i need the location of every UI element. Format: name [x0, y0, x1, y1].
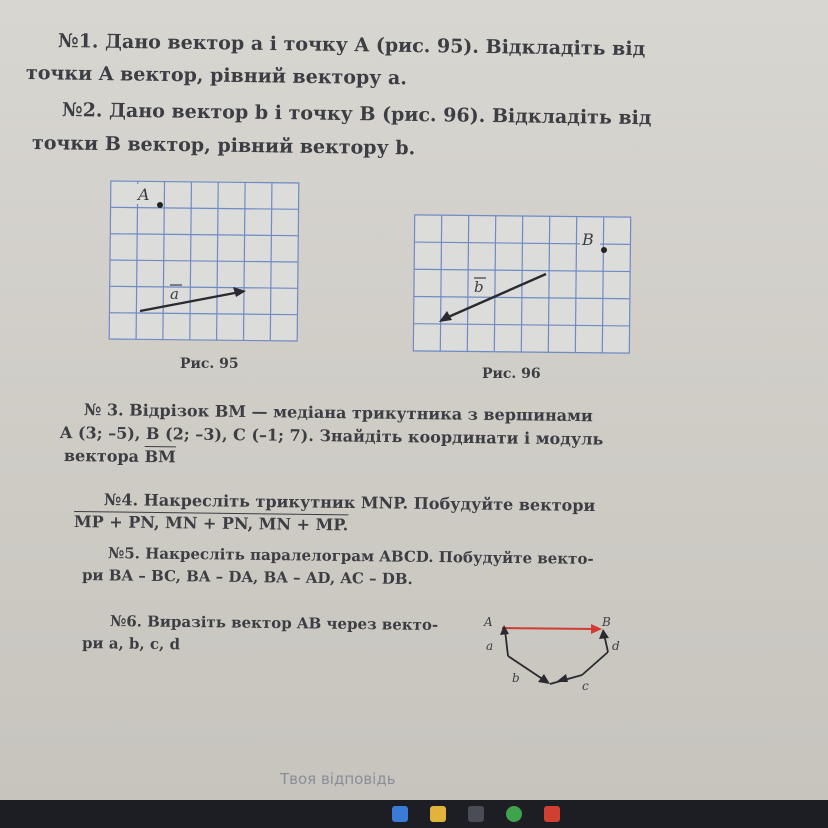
task2-line1: №2. Дано вектор b і точку B (рис. 96). Відкладіть від	[61, 99, 652, 130]
fig6-label-b-point: B	[602, 615, 611, 629]
task4-line2: MP + PN, MN + PN, MN + MP.	[73, 512, 349, 535]
figure-95	[100, 178, 306, 346]
task3-line2: A (3; –5), B (2; –3), C (–1; 7). Знайдіть координати і модуль	[59, 423, 604, 449]
task1-line1: №1. Дано вектор a і точку A (рис. 95). Відкладіть від	[57, 30, 646, 61]
vector-bm: $\overline{BM}$	[144, 446, 176, 467]
folder-icon[interactable]	[430, 806, 446, 822]
task2-line2: точки B вектор, рівний вектору b.	[31, 132, 416, 160]
task4-line1: №4. Накресліть трикутник MNP. Побудуйте вектори	[103, 490, 596, 516]
task5-line1: №5. Накресліть паралелограм ABCD. Побудуйте векто-	[107, 544, 594, 568]
vector-a-label: a	[170, 285, 179, 303]
figure-96	[408, 212, 634, 358]
task1-line2: точки A вектор, рівний вектору a.	[25, 62, 408, 90]
chrome-icon[interactable]	[506, 806, 522, 822]
fig96-caption: Рис. 96	[482, 366, 541, 382]
fig6-label-a-point: A	[484, 615, 493, 629]
point-a-label: A	[138, 185, 150, 204]
app-icon[interactable]	[544, 806, 560, 822]
task6-line1: №6. Виразіть вектор AB через векто-	[109, 612, 439, 635]
fig6-label-a: a	[486, 639, 494, 653]
task3-line3-text: вектора	[63, 446, 145, 466]
fig6-label-d: d	[612, 639, 620, 653]
point-b-label: B	[582, 230, 594, 249]
fig6-label-c: c	[582, 679, 589, 693]
task3-line3	[64, 446, 176, 466]
answer-label[interactable]: Твоя відповідь	[280, 770, 396, 788]
task5-line2: ри BA – BC, BA – DA, BA – AD, AC – DB.	[81, 566, 413, 589]
task6-line2: ри a, b, c, d	[81, 634, 181, 654]
vector-b-label: b	[474, 278, 484, 296]
figure-task6	[478, 612, 638, 700]
store-icon[interactable]	[468, 806, 484, 822]
taskbar-app-icon[interactable]	[392, 806, 408, 822]
taskbar	[0, 800, 828, 828]
fig95-caption: Рис. 95	[180, 356, 239, 372]
fig6-label-b: b	[512, 671, 520, 685]
task3-line1: № 3. Відрізок BM — медіана трикутника з вершинами	[83, 400, 593, 426]
